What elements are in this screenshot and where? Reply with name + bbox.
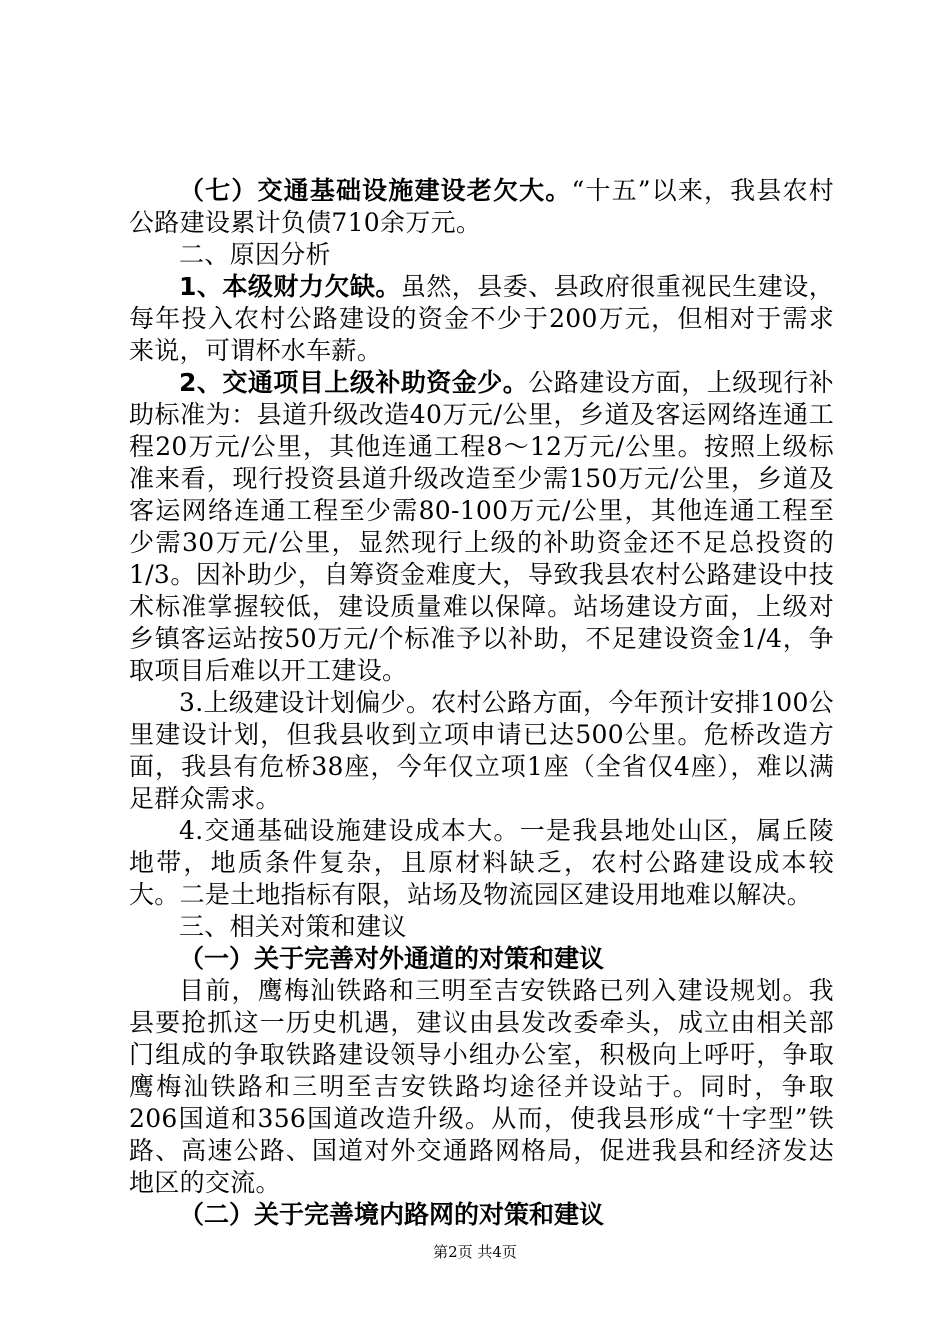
- paragraph-local-finance: [129, 271, 834, 367]
- paragraph-lead: 2、交通项目上级补助资金少。: [179, 368, 529, 397]
- section-heading-cause-analysis: 二、原因分析: [179, 240, 331, 269]
- paragraph-traffic-debt: [129, 175, 834, 239]
- paragraph-railway: 目前，鹰梅汕铁路和三明至吉安铁路已列入建设规划。我县要抢抓这一历史机遇，建议由县发改委牵头，成立由相关部门组成的争取铁路建设领导小组办公室，积极向上呼吁，争取鹰梅汕铁路和三明至吉安铁路均途径并设站于。同时，争取206国道和356国道改造升级。从而，使我县形成“十字型”铁路、高速公路、国道对外交通路网格局，促进我县和经济发达地区的交流。: [129, 976, 834, 1197]
- subheading-external-channels: （一）关于完善对外通道的对策和建议: [179, 944, 605, 973]
- page-number: 第2页 共4页: [433, 1243, 517, 1261]
- paragraph-construction-cost: 4.交通基础设施建设成本大。一是我县地处山区，属丘陵地带，地质条件复杂，且原材料缺乏，农村公路建设成本较大。二是土地指标有限，站场及物流园区建设用地难以解决。: [129, 816, 834, 909]
- paragraph-text: 公路建设方面，上级现行补助标准为：县道升级改造40万元/公里，乡道及客运网络连通工程20万元/公里，其他连通工程8～12万元/公里。按照上级标准来看，现行投资县道升级改造至少需150万元/公里，乡道及客运网络连通工程至少需80-100万元/公里，其他连通工程至少需30万元/公里，显然现行上级的补助资金还不足总投资的1/3。因补助少，自筹资金难度大，导致我县农村公路建设中技术标准掌握较低，建设质量难以保障。站场建设方面，上级对乡镇客运站按50万元/个标准予以补助，不足建设资金1/4，争取项目后难以开工建设。: [129, 368, 834, 685]
- subheading-internal-network: （二）关于完善境内路网的对策和建议: [179, 1200, 605, 1229]
- document-body: [129, 175, 834, 1231]
- section-heading-countermeasures: 三、相关对策和建议: [179, 912, 407, 941]
- paragraph-construction-plan: 3.上级建设计划偏少。农村公路方面，今年预计安排100公里建设计划，但我县收到立项申请已达500公里。危桥改造方面，我县有危桥38座，今年仅立项1座（全省仅4座），难以满足群众需求。: [129, 688, 834, 813]
- paragraph-lead: （七）交通基础设施建设老欠大。: [179, 176, 572, 205]
- paragraph-subsidy: [129, 367, 834, 687]
- paragraph-text: 虽然，县委、县政府很重视民生建设，每年投入农村公路建设的资金不少于200万元，但相对于需求来说，可谓杯水车薪。: [129, 272, 834, 365]
- paragraph-text: “十五”以来，我县农村公路建设累计负债710余万元。: [129, 176, 834, 237]
- paragraph-lead: 1、本级财力欠缺。: [179, 272, 401, 301]
